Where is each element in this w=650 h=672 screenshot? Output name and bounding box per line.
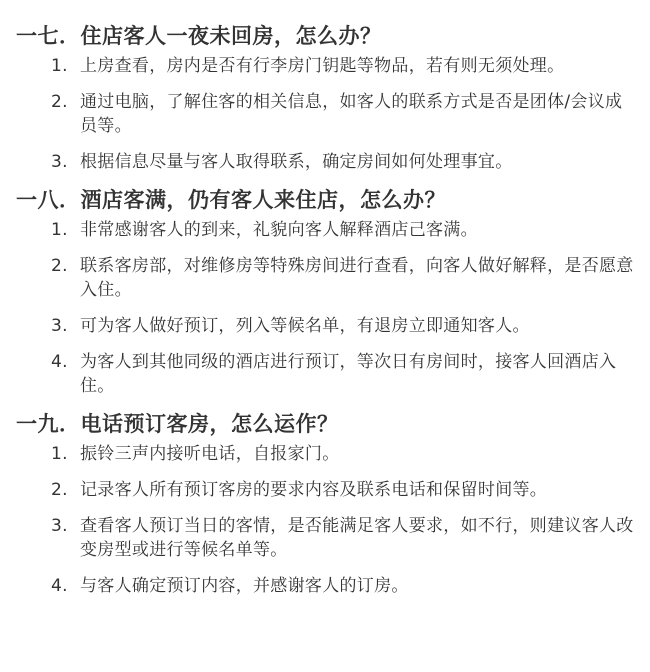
section-18 <box>0 184 650 398</box>
item-text: 可为客人做好预订，列入等候名单，有退房立即通知客人。 <box>80 316 530 336</box>
item-list <box>0 218 650 398</box>
item-list <box>0 54 650 174</box>
item-number: 4. <box>51 352 68 372</box>
item-text: 振铃三声内接听电话，自报家门。 <box>80 444 340 464</box>
list-item <box>0 218 650 242</box>
item-text: 为客人到其他同级的酒店进行预订，等次日有房间时，接客人回酒店入住。 <box>80 352 617 396</box>
item-number: 3. <box>51 516 68 536</box>
item-number: 1. <box>51 56 68 76</box>
list-item <box>0 150 650 174</box>
section-title: 一八．酒店客满，仍有客人来住店，怎么办？ <box>16 188 446 212</box>
item-number: 3. <box>51 316 68 336</box>
item-number: 1. <box>51 220 68 240</box>
item-text: 上房查看，房内是否有行李房门钥匙等物品，若有则无须处理。 <box>80 56 565 76</box>
item-number: 2. <box>51 92 68 112</box>
item-text: 通过电脑，了解住客的相关信息，如客人的联系方式是否是团体/会议成员等。 <box>80 92 623 136</box>
section-title: 一九．电话预订客房，怎么运作？ <box>16 412 339 436</box>
item-text: 记录客人所有预订客房的要求内容及联系电话和保留时间等。 <box>80 480 548 500</box>
list-item <box>0 314 650 338</box>
list-item <box>0 54 650 78</box>
section-title: 一七．住店客人一夜未回房，怎么办？ <box>16 24 382 48</box>
list-item <box>0 442 650 466</box>
list-item <box>0 478 650 502</box>
section-17 <box>0 20 650 174</box>
list-item <box>0 574 650 598</box>
item-text: 联系客房部，对维修房等特殊房间进行查看，向客人做好解释，是否愿意入住。 <box>80 256 634 300</box>
item-text: 非常感谢客人的到来，礼貌向客人解释酒店己客满。 <box>80 220 478 240</box>
section-19 <box>0 408 650 598</box>
item-number: 4. <box>51 576 68 596</box>
item-number: 2. <box>51 480 68 500</box>
item-number: 1. <box>51 444 68 464</box>
item-text: 查看客人预订当日的客情，是否能满足客人要求，如不行，则建议客人改变房型或进行等候名单等。 <box>80 516 634 560</box>
list-item <box>0 90 650 138</box>
list-item <box>0 350 650 398</box>
item-text: 根据信息尽量与客人取得联系，确定房间如何处理事宜。 <box>80 152 513 172</box>
item-number: 2. <box>51 256 68 276</box>
item-number: 3. <box>51 152 68 172</box>
list-item <box>0 514 650 562</box>
item-text: 与客人确定预订内容，并感谢客人的订房。 <box>80 576 409 596</box>
item-list <box>0 442 650 598</box>
list-item <box>0 254 650 302</box>
